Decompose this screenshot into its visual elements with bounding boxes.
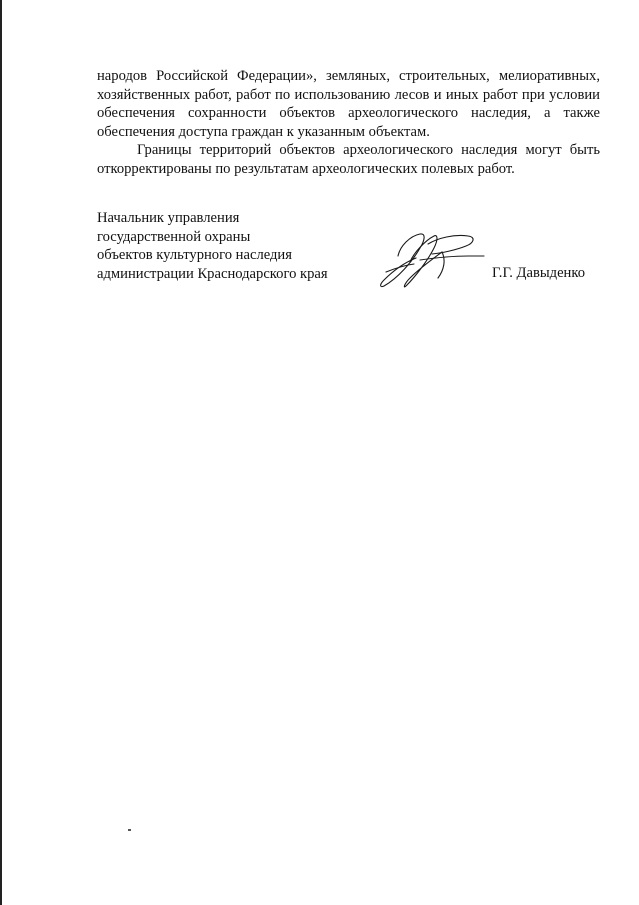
signatory-title-line-2: государственной охраны	[97, 228, 251, 245]
body-paragraph-2: Границы территорий объектов археологического наследия могут быть откорректированы по результатам археологических полевых работ.	[97, 142, 600, 177]
page-edge-border	[0, 0, 2, 905]
scan-speck	[128, 829, 131, 831]
handwritten-signature	[376, 222, 486, 292]
body-paragraph-1: народов Российской Федерации», земляных, строительных, мелиоративных, хозяйственных работ, работ по использованию лесов и иных работ при условии обеспечения сохранности объектов археологического наследия, а также обеспечения доступа граждан к указанным объектам.	[97, 68, 600, 140]
signatory-title-line-4: администрации Краснодарского края	[97, 265, 328, 282]
document-body	[97, 67, 600, 179]
signer-name: Г.Г. Давыденко	[492, 265, 586, 281]
signatory-position	[97, 209, 347, 283]
signatory-title-line-3: объектов культурного наследия	[97, 247, 292, 264]
signatory-title-line-1: Начальник управления	[97, 210, 240, 226]
